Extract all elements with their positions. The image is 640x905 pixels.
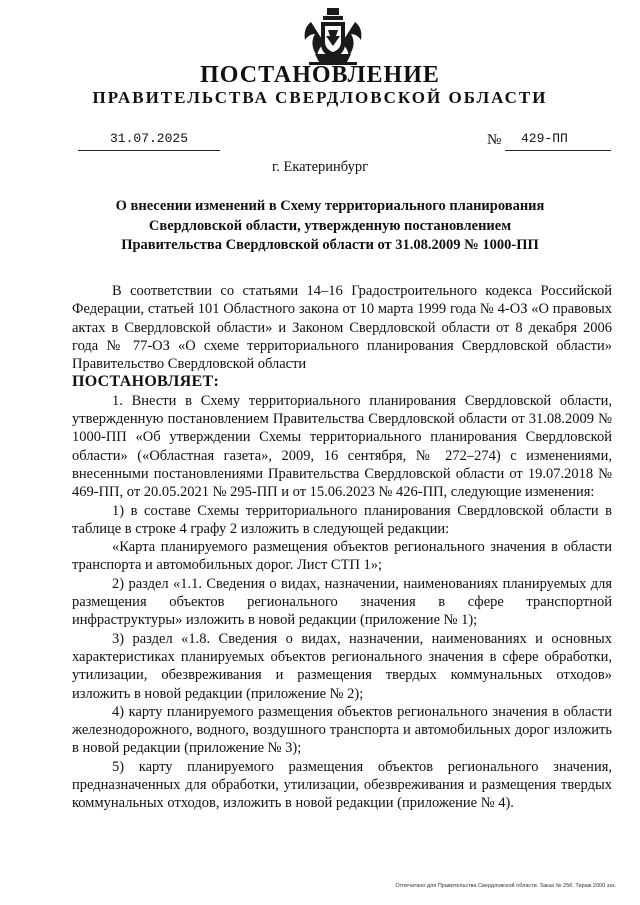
document-title: ПОСТАНОВЛЕНИЕ [200,62,440,88]
subitem-3-paragraph: 3) раздел «1.8. Сведения о видах, назначении, наименованиях и основных характеристиках планируемых объектов регионального значения в сфере обработки, утилизации, обезвреживания и размещения твердых коммунальных отходов» изложить в новой редакции (приложение № 2); [72,630,612,702]
coat-of-arms-icon [301,8,365,66]
subitem-4-paragraph: 4) карту планируемого размещения объектов регионального значения в области железнодорожного, водного, воздушного транспорта и автомобильных дорог изложить в новой редакции (приложение № 3); [72,703,612,757]
document-subtitle: ПРАВИТЕЛЬСТВА СВЕРДЛОВСКОЙ ОБЛАСТИ [92,88,548,107]
print-footnote: Отпечатано для Правительства Свердловской области. Заказ № 256. Тираж 2000 экз. [395,883,616,889]
number-sign: № [487,132,502,148]
document-date: 31.07.2025 [110,131,189,146]
subitem-5-paragraph: 5) карту планируемого размещения объектов регионального значения, предназначенных для обработки, утилизации, обезвреживания и размещения твердых коммунальных отходов, изложить в новой редакции (приложение № 4). [72,758,612,812]
subitem-2-paragraph: 2) раздел «1.1. Сведения о видах, назначении, наименованиях планируемых для размещения объектов регионального значения в сфере транспортной инфраструктуры» изложить в новой редакции (приложение № 1); [72,575,612,629]
subject-line-3: Правительства Свердловской области от 31.08.2009 № 1000-ПП [121,237,539,253]
document-subject [60,197,600,256]
decree-keyword: ПОСТАНОВЛЯЕТ: [72,373,220,391]
subject-line-1: О внесении изменений в Схему территориального планирования [115,198,545,214]
item-1-paragraph: 1. Внести в Схему территориального планирования Свердловской области, утвержденную постановлением Правительства Свердловской области от 31.08.2009 № 1000-ПП «Об утверждении Схемы территориального планирования Свердловской области» («Областная газета», 2009, 16 сентября, № 272–274) с изменениями, внесенными постановлениями Правительства Свердловской области от 19.07.2018 № 469-ПП, от 20.05.2021 № 295-ПП и от 15.06.2023 № 426-ПП, следующие изменения: [72,392,612,501]
subitem-1-quote: «Карта планируемого размещения объектов регионального значения в области транспорта и автомобильных дорог. Лист СТП 1»; [72,539,612,574]
number-underline [505,150,611,151]
subject-line-2: Свердловской области, утвержденную постановлением [148,217,512,234]
city: г. Екатеринбург [271,159,369,175]
preamble-paragraph: В соответствии со статьями 14–16 Градостроительного кодекса Российской Федерации, статьей 101 Областного закона от 10 марта 1999 года № 4-ОЗ «О правовых актах в Свердловской области» и Законом Свердловской области от 8 декабря 2006 года № 77-ОЗ «О схеме территориального планирования Свердловской области» Правительство Свердловской области [72,283,612,373]
date-underline [78,150,220,151]
subitem-1-paragraph: 1) в составе Схемы территориального планирования Свердловской области в таблице в строке 4 графу 2 изложить в следующей редакции: [72,502,612,537]
document-number: 429-ПП [521,131,568,146]
document-body [72,282,612,813]
